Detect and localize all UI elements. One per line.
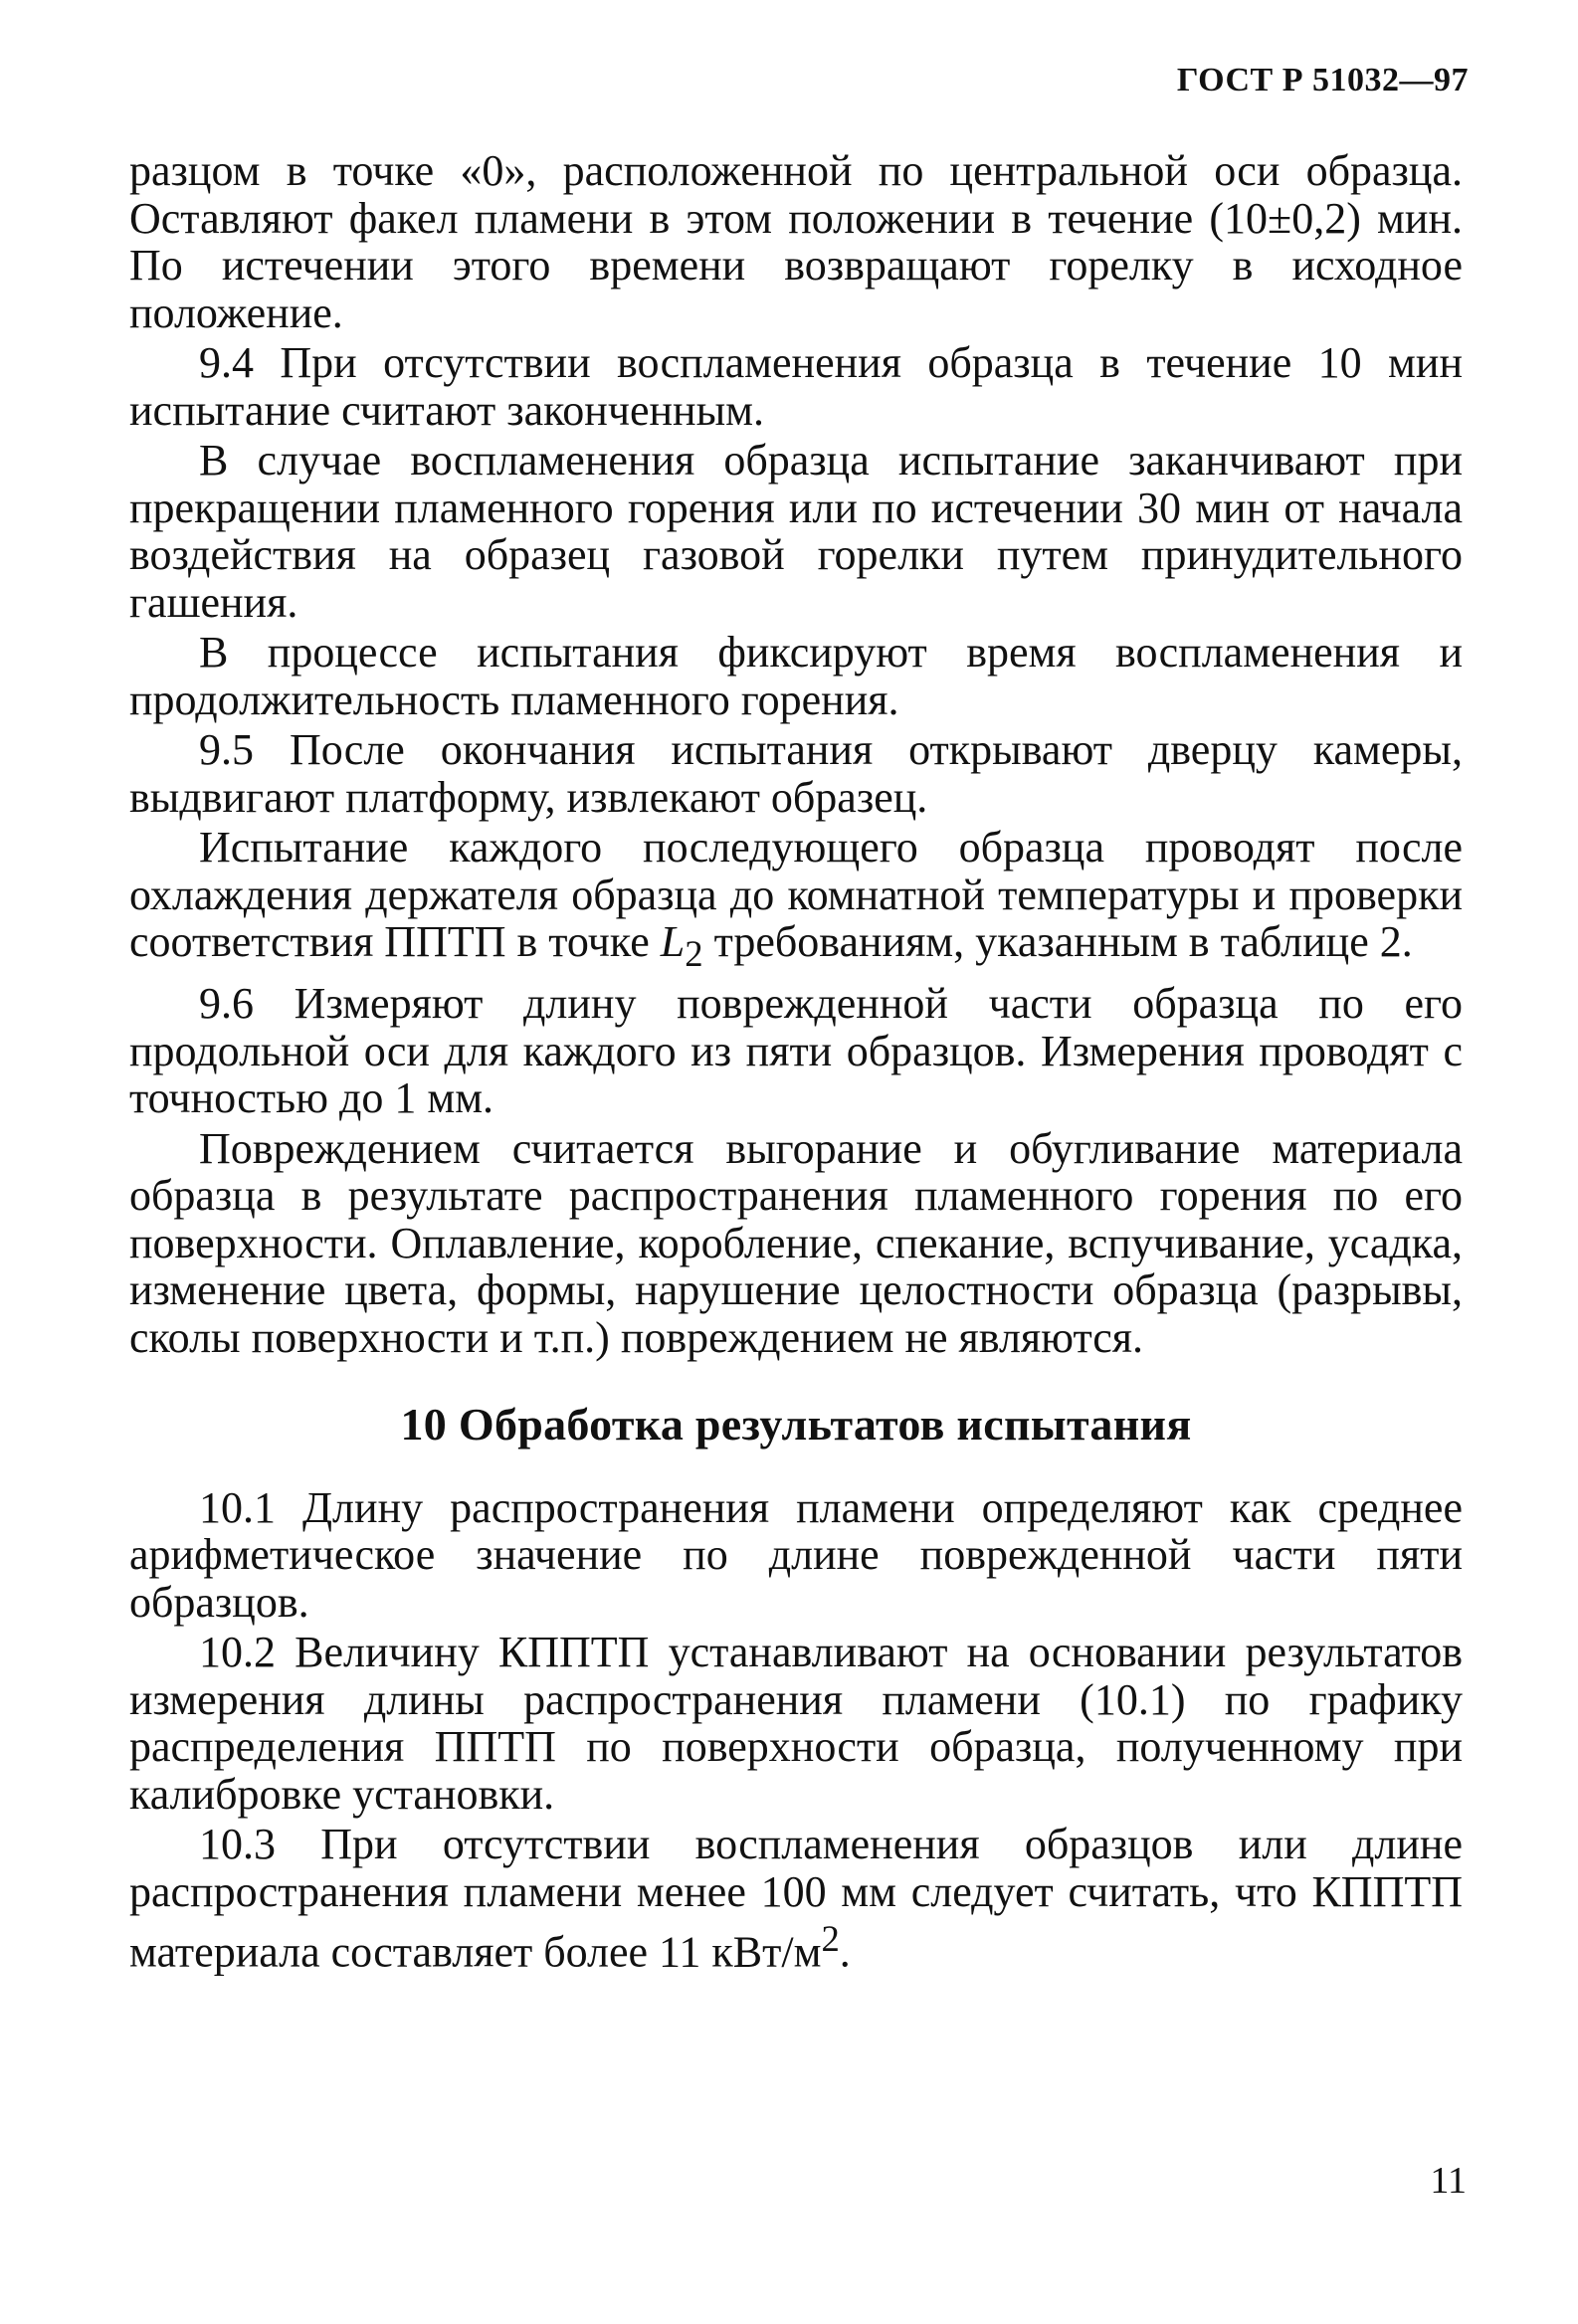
paragraph: 9.5 После окончания испытания открывают дверцу камеры, выдвигают платформу, извлекают образец. (129, 725, 1463, 822)
paragraph (129, 824, 1463, 977)
paragraph: 9.6 Измеряют длину поврежденной части образца по его продольной оси для каждого из пяти образцов. Измерения проводят с точностью до 1 мм. (129, 979, 1463, 1123)
document-header: ГОСТ Р 51032—97 (1176, 62, 1469, 98)
paragraph: В случае воспламенения образца испытание заканчивают при прекращении пламенного горения или по истечении 30 мин от начала воздействия на образец газовой горелки путем принудительного гашения. (129, 436, 1463, 627)
paragraph-text: требованиям, указанным в таблице 2. (702, 917, 1413, 966)
superscript: 2 (821, 1918, 840, 1960)
paragraph-text: 10.3 При отсутствии воспламенения образцов или длине распространения пламени менее 100 мм следует считать, что КППТП материала составляет более 11 кВт/м (129, 1820, 1463, 1977)
subscript: 2 (685, 932, 703, 974)
page-number: 11 (1430, 2160, 1467, 2202)
paragraph: 10.1 Длину распространения пламени определяют как среднее арифметическое значение по длине поврежденной части пяти образцов. (129, 1482, 1463, 1627)
paragraph: 9.4 При отсутствии воспламенения образца в течение 10 мин испытание считают законченным. (129, 338, 1463, 435)
paragraph-text: Испытание каждого последующего образца проводят после охлаждения держателя образца до комнатной температуры и проверки соответствия ППТП в точке (129, 823, 1463, 966)
document-body (129, 147, 1463, 1979)
variable-l: L (660, 917, 686, 966)
paragraph: разцом в точке «0», расположенной по центральной оси образца. Оставляют факел пламени в этом положении в течение (10±0,2) мин. По истечении этого времени возвращают горелку в исходное положение. (129, 146, 1463, 337)
paragraph-text: . (839, 1927, 851, 1977)
paragraph: Повреждением считается выгорание и обугливание материала образца в результате распространения пламенного горения по его поверхности. Оплавление, коробление, спекание, вспучивание, усадка, изменение цвета, формы, нарушение целостности образца (разрывы, сколы поверхности и т.п.) повреждением не являются. (129, 1123, 1463, 1362)
section-title: 10 Обработка результатов испытания (400, 1399, 1192, 1451)
paragraph: В процессе испытания фиксируют время воспламенения и продолжительность пламенного горения. (129, 628, 1463, 724)
paragraph: 10.2 Величину КППТП устанавливают на основании результатов измерения длины распространения пламени (10.1) по графику распределения ППТП по поверхности образца, полученному при калибровке установки. (129, 1628, 1463, 1819)
paragraph (129, 1821, 1463, 1976)
